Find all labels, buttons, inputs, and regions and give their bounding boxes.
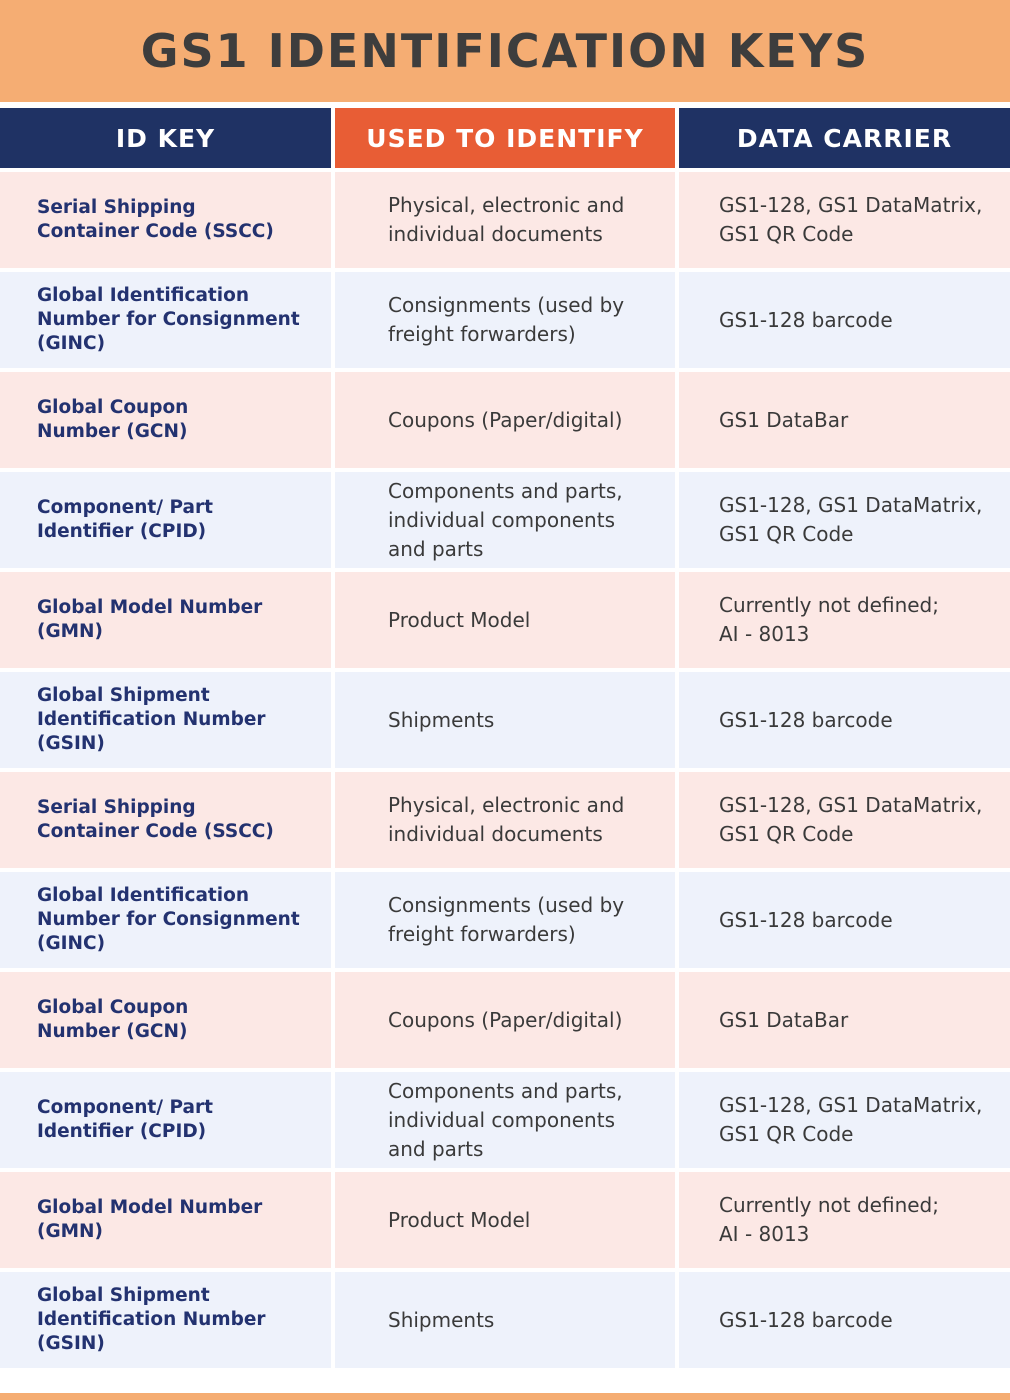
data-carrier-cell-text: GS1-128 barcode [719, 1307, 893, 1332]
id-key-cell-text: Global Model Number (GMN) [37, 1197, 263, 1242]
used-to-identify-cell-text: Consignments (used by freight forwarders) [388, 293, 625, 346]
id-key-cell [0, 472, 331, 568]
used-to-identify-cell [335, 1172, 675, 1268]
id-key-cell [0, 1072, 331, 1168]
used-to-identify-cell-text: Product Model [388, 1207, 531, 1232]
id-key-cell-text: Serial Shipping Container Code (SSCC) [37, 197, 274, 242]
used-to-identify-cell [335, 1072, 675, 1168]
used-to-identify-cell-text: Shipments [388, 1307, 495, 1332]
id-key-cell [0, 572, 331, 668]
data-carrier-cell-text: GS1-128, GS1 DataMatrix, GS1 QR Code [719, 193, 983, 246]
id-key-cell [0, 972, 331, 1068]
title-bar [0, 0, 1010, 102]
id-key-cell [0, 1172, 331, 1268]
data-carrier-cell-text: GS1-128, GS1 DataMatrix, GS1 QR Code [719, 793, 983, 846]
id-key-cell-text: Global Coupon Number (GCN) [37, 397, 189, 442]
data-carrier-cell [679, 372, 1010, 468]
id-key-cell-text: Global Identification Number for Consignment (GINC) [37, 285, 300, 354]
id-key-cell-text: Serial Shipping Container Code (SSCC) [37, 797, 274, 842]
id-key-cell [0, 172, 331, 268]
data-carrier-cell [679, 672, 1010, 768]
column-header-id-key: ID KEY [0, 108, 331, 168]
column-header-data-carrier: DATA CARRIER [679, 108, 1010, 168]
data-carrier-cell-text: GS1-128, GS1 DataMatrix, GS1 QR Code [719, 493, 983, 546]
identification-keys-table [0, 108, 1010, 1368]
column-header-used-to-identify: USED TO IDENTIFY [335, 108, 675, 168]
data-carrier-cell [679, 1172, 1010, 1268]
data-carrier-cell [679, 1072, 1010, 1168]
data-carrier-cell [679, 972, 1010, 1068]
used-to-identify-cell-text: Physical, electronic and individual documents [388, 193, 625, 246]
id-key-cell-text: Component/ Part Identifier (CPID) [37, 1097, 213, 1142]
used-to-identify-cell [335, 572, 675, 668]
data-carrier-cell [679, 572, 1010, 668]
used-to-identify-cell [335, 972, 675, 1068]
used-to-identify-cell [335, 172, 675, 268]
used-to-identify-cell-text: Consignments (used by freight forwarders) [388, 893, 625, 946]
id-key-cell [0, 1272, 331, 1368]
used-to-identify-cell [335, 372, 675, 468]
id-key-cell-text: Global Coupon Number (GCN) [37, 997, 189, 1042]
id-key-cell-text: Global Identification Number for Consignment (GINC) [37, 885, 300, 954]
data-carrier-cell-text: GS1-128, GS1 DataMatrix, GS1 QR Code [719, 1093, 983, 1146]
used-to-identify-cell-text: Physical, electronic and individual documents [388, 793, 625, 846]
used-to-identify-cell [335, 872, 675, 968]
id-key-cell-text: Global Shipment Identification Number (GSIN) [37, 685, 266, 754]
id-key-cell [0, 772, 331, 868]
id-key-cell [0, 872, 331, 968]
bottom-accent-bar [0, 1393, 1010, 1400]
used-to-identify-cell [335, 472, 675, 568]
id-key-cell-text: Global Model Number (GMN) [37, 597, 263, 642]
data-carrier-cell [679, 772, 1010, 868]
used-to-identify-cell-text: Components and parts, individual components and parts [388, 1078, 623, 1161]
data-carrier-cell-text: Currently not defined; AI - 8013 [719, 1193, 939, 1246]
data-carrier-cell [679, 1272, 1010, 1368]
data-carrier-cell-text: GS1 DataBar [719, 407, 849, 432]
data-carrier-cell-text: GS1 DataBar [719, 1007, 849, 1032]
id-key-cell [0, 272, 331, 368]
id-key-cell [0, 372, 331, 468]
id-key-cell-text: Component/ Part Identifier (CPID) [37, 497, 213, 542]
used-to-identify-cell-text: Product Model [388, 607, 531, 632]
data-carrier-cell-text: GS1-128 barcode [719, 707, 893, 732]
used-to-identify-cell [335, 772, 675, 868]
data-carrier-cell [679, 272, 1010, 368]
data-carrier-cell-text: GS1-128 barcode [719, 307, 893, 332]
data-carrier-cell [679, 172, 1010, 268]
used-to-identify-cell [335, 672, 675, 768]
data-carrier-cell-text: GS1-128 barcode [719, 907, 893, 932]
id-key-cell-text: Global Shipment Identification Number (GSIN) [37, 1285, 266, 1354]
used-to-identify-cell-text: Components and parts, individual components and parts [388, 478, 623, 561]
page-title: GS1 IDENTIFICATION KEYS [140, 24, 870, 78]
used-to-identify-cell-text: Coupons (Paper/digital) [388, 1007, 623, 1032]
data-carrier-cell [679, 872, 1010, 968]
data-carrier-cell [679, 472, 1010, 568]
data-carrier-cell-text: Currently not defined; AI - 8013 [719, 593, 939, 646]
used-to-identify-cell [335, 272, 675, 368]
used-to-identify-cell-text: Coupons (Paper/digital) [388, 407, 623, 432]
used-to-identify-cell-text: Shipments [388, 707, 495, 732]
used-to-identify-cell [335, 1272, 675, 1368]
id-key-cell [0, 672, 331, 768]
